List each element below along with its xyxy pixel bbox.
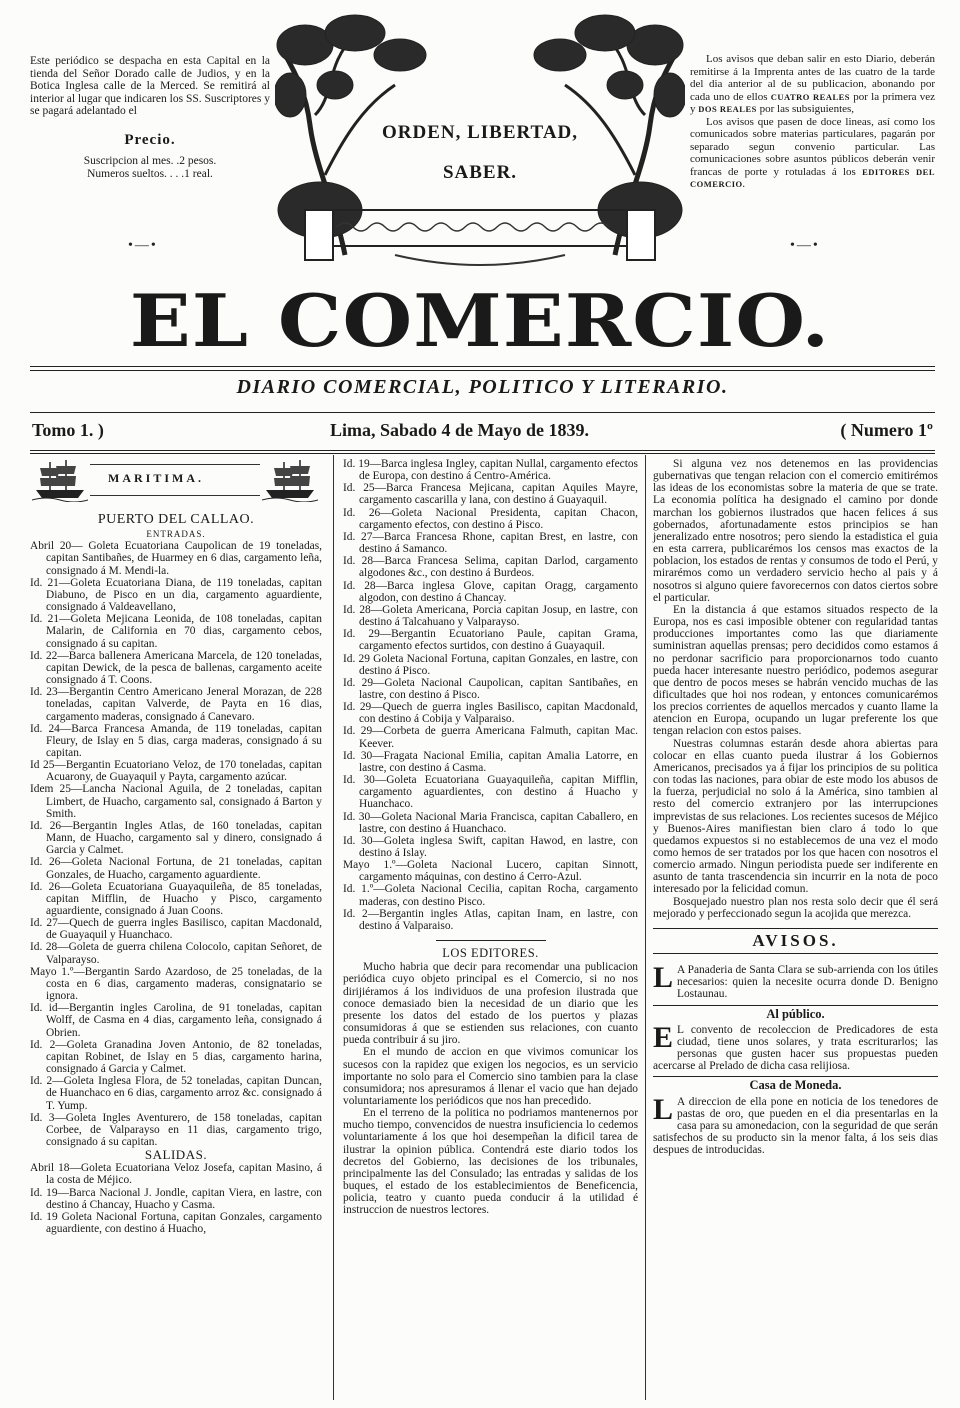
aviso-moneda (653, 1092, 938, 1157)
rates-text-b: por la primera vez y (690, 90, 936, 115)
list-item: Id. 30—Goleta inglesa Swift, capitan Hawod, en lastre, con destino á Islay. (343, 834, 638, 859)
list-item: Abril 18—Goleta Ecuatoriana Veloz Josefa, capitan Masino, á la costa de Méjico. (30, 1162, 322, 1187)
issue-date: Lima, Sabado 4 de Mayo de 1839. (330, 420, 590, 440)
list-item: Id. 29 Goleta Nacional Fortuna, capitan Gonzales, en lastre, con destino á Pisco. (343, 652, 638, 677)
list-item: Mayo 1.º—Goleta Nacional Lucero, capitan Sinnott, cargamento máquinas, con destino á Cerro-Azul. (343, 859, 638, 884)
precio-label: Precio. (124, 131, 176, 148)
list-item: Id. 29—Bergantin Ecuatoriano Paule, capitan Grama, cargamento efectos surtidos, con destino á Guayaquil. (343, 628, 638, 653)
masthead-title: EL COMERCIO. (129, 278, 831, 364)
puerto-title: PUERTO DEL CALLAO. (97, 512, 255, 527)
ornament-dash-icon: •—• (128, 238, 158, 253)
ship-icon (262, 458, 318, 502)
subscription-notice (30, 55, 270, 181)
list-item: Id. 19 Goleta Nacional Fortuna, capitan Gonzales, cargamento aguardiente, con destino á Huacho, (30, 1210, 322, 1236)
list-item: Id. 29—Corbeta de guerra Americana Falmuth, capitan Mac. Keever. (343, 725, 638, 750)
column-1 (30, 458, 322, 1235)
column-2 (343, 458, 638, 1217)
subscription-text: Este periódico se despacha en esta Capital en la tienda del Señor Dorado calle de Judios, y en la Botica Inglesa calle de la Merced. Se remitirá al interior al lugar que indicaren los SS. Suscriptores y se pagará adelantado el (30, 55, 270, 118)
salidas-list (30, 1162, 322, 1235)
terms-text: Los avisos que pasen de doce lineas, así como los comunicados sobre materias particulares, pagarán por separado segun convenio particular. Las comunicaciones sobre asuntos públicos deberán venir francas de porte y rotuladas á los (690, 115, 935, 178)
editores-paragraph: En el terreno de la politica no podriamos mantenernos por mucho tiempo, convencidos de nuestra insuficiencia lo cedemos voluntariamente á los que hoi desempeñan la dificil tarea de ilustrar la opinion pública. Contendrá este diario todos los decretos del Gobierno, las decisiones de los tribunales, principalmente las del Consulado; las entradas y salidas de los buques, el estado de los establecimientos de Beneficencia, policia, teatro y cuanto pueda conducir á la utilidad é instruccion de nuestros lectores. (343, 1107, 638, 1217)
terms-editores: EDITORES DEL COMERCIO. (690, 166, 935, 189)
drop-cap: E (653, 1020, 674, 1054)
list-item: Id. 29—Goleta Nacional Caupolican, capitan Santibañes, en lastre, con destino á Pisco. (343, 676, 638, 701)
list-item: Mayo 1.º—Bergantin Sardo Azardoso, de 25 toneladas, de la costa en 6 dias, cargamento maderas, consignatario se ignora. (30, 965, 322, 1003)
list-item: Id. 2—Bergantin ingles Atlas, capitan Inam, en lastre, con destino á Valparaiso. (343, 907, 638, 932)
article-paragraph: En la distancia á que estamos situados respecto de la Europa, nos es casi imposible obtener con regularidad tantas producciones importantes como las que diariamente suministran aquellas prensas; pero decididos como estamos á no perdonar sacrificio para proporcionarnos todo cuanto pueda hacer interesante nuestro periódico, podemos asegurar que dentro de pocos meses se habrán vencido muchas de las dificultades que hoi nos rodean, y entonces comunicarémos los precios corrientes de aquellos mercados y cuanto llame la atencion en Europa, ocupando un lugar preferente los que tengan relacion con estos paises. (653, 603, 938, 738)
list-item: Id. 1.º—Goleta Nacional Cecilia, capitan Rocha, cargamento maderas, con destino Pisco. (343, 883, 638, 908)
price-month: Suscripcion al mes. .2 pesos. (83, 154, 217, 167)
list-item: Id. 19—Barca inglesa Ingley, capitan Nullal, cargamento efectos de Europa, con destino á Centro-América. (343, 458, 638, 483)
column-3 (653, 458, 938, 1160)
editores-paragraph: Mucho habria que decir para recomendar una publicacion periódica cuyo objeto principal es el Comercio, si no nos dirijiéramos á los individuos de una profesion ilustrada que conoce demasiado bien la necesidad de un diario que les presente los datos del estado de los puertos y plazas consumidoras á que se estienden sus relaciones, con cuanto pueda contribuir á su jiro. (343, 961, 638, 1047)
list-item: Abril 20— Goleta Ecuatoriana Caupolican de 19 toneladas, capitan Santibañes, de Huarmey en 6 dias, cargamento leña, consignado á M. Mendi-la. (30, 540, 322, 577)
list-item: Id. 28—Goleta de guerra chilena Colocolo, capitan Señoret, de Valparayso. (30, 941, 322, 966)
divider (30, 366, 935, 367)
article-paragraph: Bosquejado nuestro plan nos resta solo decir que él será mejorado y perfeccionado segun la acojida que merezca. (653, 895, 938, 920)
maritima-title: MARITIMA. (108, 471, 204, 485)
editores-title: LOS EDITORES. (442, 946, 539, 961)
list-item: Id. 21—Goleta Ecuatoriana Diana, de 119 toneladas, capitan Diabuno, de Pisco en un dia, cargamento aguardiente, consignado á Valdeavellano, (30, 576, 322, 614)
drop-cap: L (653, 961, 674, 995)
list-item: Id. 25—Barca Francesa Mejicana, capitan Aquiles Mayre, cargamento cascarilla y lana, con destino á Guayaquil. (343, 482, 638, 507)
list-item: Id. 27—Barca Francesa Rhone, capitan Brest, en lastre, con destino á Samanco. (343, 530, 638, 556)
list-item: Id. 30—Fragata Nacional Emilia, capitan Amalia Latorre, en lastre, con destino á Casma. (343, 749, 638, 774)
list-item: Id. 2—Goleta Inglesa Flora, de 52 toneladas, capitan Duncan, de Huanchaco en 6 dias, cargamento arroz &c. consignado á T. Yump. (30, 1075, 322, 1112)
ship-icon (32, 458, 88, 502)
list-item: Id. 26—Bergantin Ingles Atlas, de 160 toneladas, capitan Mann, de Huacho, cargamento sal y dinero, consignado á Garcia y Calmet. (30, 819, 322, 857)
list-item: Id. 24—Barca Francesa Amanda, de 119 toneladas, capitan Fleury, de Islay en 5 dias, carga maderas, consignado á su capitan. (30, 722, 322, 759)
drop-cap: L (653, 1092, 674, 1126)
list-item: Id. 27—Quech de guerra ingles Basilisco, capitan Macdonald, de Guayaquil y Huanchaco. (30, 917, 322, 942)
motto (345, 113, 615, 193)
divider (30, 450, 935, 451)
list-item: Id. 19—Barca Nacional J. Jondle, capitan Viera, en lastre, con destino á Chancay, Huacho y Casma. (30, 1186, 322, 1211)
divider (436, 940, 546, 941)
aviso-text: L convento de recoleccion de Predicadores de esta ciudad, tiene unos solares, y trata escriturarlos; las personas que gusten hacer sus propuestas pueden acercarse al Prelado de dicha casa relijiosa. (653, 1023, 938, 1073)
rates-text-c: por las subsiguientes, (759, 103, 855, 115)
list-item: Id. 26—Goleta Nacional Presidenta, capitan Chacon, cargamento efectos, con destino á Pisco. (343, 506, 638, 531)
salidas-title: SALIDAS. (144, 1147, 208, 1163)
list-item: Id. id—Bergantin ingles Carolina, de 91 toneladas, capitan Wolff, de Casma en 4 dias, cargamento leña, consignado á Obrien. (30, 1002, 322, 1039)
rates-two-reales: DOS REALES (698, 104, 757, 114)
list-item: Id. 21—Goleta Mejicana Leonida, de 108 toneladas, capitan Malarin, de California en 70 dias, cargamento cebos, consignado á su capitan. (30, 613, 322, 650)
aviso-convento (653, 1020, 938, 1073)
list-item: Id. 28—Goleta Americana, Porcia capitan Josup, en lastre, con destino á Talcahuano y Valparayso. (343, 603, 638, 629)
list-item: Id. 29—Quech de guerra ingles Basilisco, capitan Macdonald, con destino á Cobija y Valparaiso. (343, 701, 638, 726)
list-item: Id 25—Bergantin Ecuatoriano Veloz, de 170 toneladas, capitan Acuarony, de Guayaquil y Payta, cargamento azúcar. (30, 759, 322, 784)
rates-text-a: Los avisos que deban salir en esto Diario, deberán remitirse á la Imprenta antes de las cuatro de la tarde del dia anterior al de su publicacion, abonando por cada uno de ellos (690, 53, 935, 103)
divider (30, 412, 935, 413)
salidas-list-continued (343, 458, 638, 932)
ornament-dash-icon: •—• (790, 238, 820, 253)
editores-paragraph: En el mundo de accion en que vivimos comunicar los sucesos con la rapidez que exigen los negocios, es un servicio importante no solo para el Comercio sino tambien para la clase consumidora; nos apresuramos á llenar el vacio que han dejado voluntariamente los periódicos que nos han precedido. (343, 1046, 638, 1107)
column-rule (333, 455, 334, 1400)
list-item: Id. 28—Barca inglesa Glove, capitan Oragg, cargamento algodon, con destino á Chancay. (343, 579, 638, 604)
aviso-text: A Panaderia de Santa Clara se sub-arrienda con los útiles necesarios: quien la necesite ocurra donde D. Benigno Lostaunau. (677, 964, 938, 1001)
article-paragraph: Si alguna vez nos detenemos en las providencias gubernativas que tengan relacion con el comercio emitirémos las ideas de los economistas sobre la materia de que se trate. La economia política ha designado el camino por donde marchan los gobiernos ilustrados que hacen felices á sus gobernados, afortunadamente estos principios se han jeneralizado entre nosotros; pero siendo la estadistica el guia en esta carrera, publicarémos los censos mas exactos de la poblacion, los estados de rentas y consumos de todo el Perú, y mirarémos como un verdadero servicio hecho al pais y á nosotros si alguno quiere favorecernos con datos ciertos sobre el particular. (653, 458, 938, 604)
list-item: Id. 3—Goleta Ingles Aventurero, de 158 toneladas, capitan Corbee, de Valparayso en 11 dias, cargamento trigo, consignado á su capitan. (30, 1111, 322, 1148)
motto-line1: ORDEN, LIBERTAD, (381, 122, 579, 143)
list-item: Id. 28—Barca Francesa Selima, capitan Darlod, cargamento algodones &c., con destino á Burdeos. (343, 555, 638, 580)
divider (30, 453, 935, 454)
advertising-notice (690, 53, 935, 191)
column-rule (645, 455, 646, 1400)
list-item: Id. 2—Goleta Granadina Joven Antonio, de 82 toneladas, capitan Robinet, de Islay en 5 dias, cargamento harina, consignado á Garcia y Calmet. (30, 1038, 322, 1076)
list-item: Id. 26—Goleta Nacional Fortuna, de 21 toneladas, capitan Gonzales, de Huacho, cargamento aguardiente. (30, 856, 322, 881)
aviso-heading: Casa de Moneda. (653, 1076, 938, 1091)
divider (30, 370, 935, 371)
list-item: Idem 25—Lancha Nacional Aguila, de 2 toneladas, capitan Limbert, de Huacho, cargamento sal, consignado á Barton y Smith. (30, 783, 322, 820)
list-item: Id. 30—Goleta Nacional Maria Francisca, capitan Caballero, en lastre, con destino á Huanchaco. (343, 810, 638, 835)
aviso-heading: Al público. (653, 1005, 938, 1020)
masthead-subtitle: DIARIO COMERCIAL, POLITICO Y LITERARIO. (236, 376, 729, 398)
list-item: Id. 22—Barca ballenera Americana Marcela, de 120 toneladas, capitan Dewick, de la pesca de ballenas, cargamento aceite consignado á T. Coons. (30, 649, 322, 687)
issue-number: ( Numero 1º (840, 420, 933, 440)
advertising-rates (690, 53, 935, 116)
price-issue: Numeros sueltos. . . .1 real. (87, 167, 213, 180)
list-item: Id. 23—Bergantin Centro Americano Jeneral Morazan, de 228 toneladas, capitan Valverde, de Payta en 16 dias, cargamento maderas, consignado á Canevaro. (30, 686, 322, 723)
tomo: Tomo 1. ) (32, 420, 104, 440)
dateline (30, 420, 935, 444)
list-item: Id. 26—Goleta Ecuatoriana Guayaquileña, de 85 toneladas, capitan Mifflin, de Huacho y Pisco, cargamento aguardiente, consignado á Juan Coons. (30, 880, 322, 917)
entradas-title: ENTRADAS. (146, 529, 206, 540)
entradas-list (30, 540, 322, 1148)
motto-line2: SABER. (442, 162, 518, 183)
aviso-text: A direccion de ella pone en noticia de los tenedores de pastas de oro, que pueden en el dia presentarlas en la casa para su amonedacion, con la seguridad de que serán satisfechos de su producto sin la menor falta, á los seis dias despues de introducidas. (653, 1095, 938, 1157)
maritima-header (30, 458, 322, 510)
list-item: Id. 30—Goleta Ecuatoriana Guayaquileña, capitan Mifflin, cargamento aguardientes, con destino á Huacho y Huanchaco. (343, 774, 638, 811)
avisos-title: AVISOS. (653, 928, 938, 954)
rates-four-reales: CUATRO REALES (770, 91, 851, 102)
article-paragraph: Nuestras columnas estarán desde ahora abiertas para colocar en ellas cuanto pueda ilustrar á los Gobiernos Americanos, precisados ya á fijar los principios de su politica con todas las naciones, para obiar de este modo los abusos de la fuerza, perjudicial no solo á la América, sino tambien al resto del comercio extranjero por las interrupciones imprevistas de sus relaciones. Los recientes sucesos de Méjico y Buenos-Aires manifiestan bien claro á todo lo que quedamos expuestos si no establecemos de una vez el modo como hemos de ser tratados por los que hacen con nosotros el comercio armado. Ningun periodista puede ser indiferente en asunto de tanta trascendencia sin incurrir en la nota de poco interesado por la felicidad comun. (653, 737, 938, 896)
aviso-panaderia (653, 961, 938, 1001)
advertising-terms (690, 116, 935, 191)
